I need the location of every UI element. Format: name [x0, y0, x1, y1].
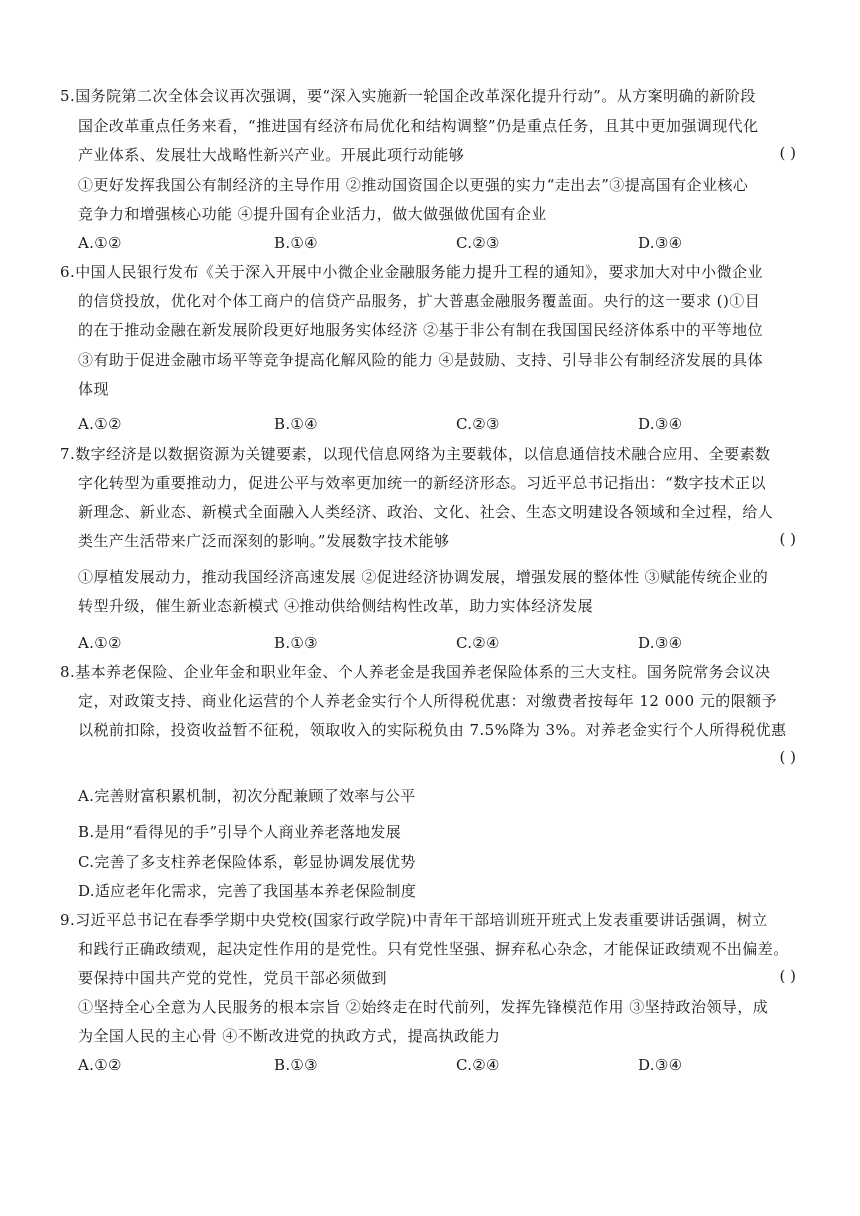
question-5-stem-line-2: 国企改革重点任务来看，“推进国有经济布局优化和结构调整”仍是重点任务，且其中更加强调现代化 — [78, 117, 759, 135]
question-7-stem-line-1: 7.数字经济是以数据资源为关键要素，以现代信息网络为主要载体，以信息通信技术融合应用、全要素数 — [60, 445, 771, 463]
question-7-stem-line-4: 类生产生活带来广泛而深刻的影响。”发展数字技术能够 — [78, 532, 450, 550]
question-5-option-a: A.①② — [78, 234, 122, 252]
question-8-stem-line-1: 8.基本养老保险、企业年金和职业年金、个人养老金是我国养老保险体系的三大支柱。国务院常务会议决 — [60, 663, 771, 681]
question-5-option-d: D.③④ — [638, 234, 683, 252]
question-7-option-c: C.②④ — [456, 634, 500, 652]
question-7-option-d: D.③④ — [638, 634, 683, 652]
question-9-answer-paren: ( ) — [779, 967, 796, 985]
question-8-option-d: D.适应老年化需求，完善了我国基本养老保险制度 — [78, 882, 417, 900]
question-5-stem-line-1: 5.国务院第二次全体会议再次强调，要“深入实施新一轮国企改革深化提升行动”。从方案明确的新阶段 — [60, 87, 756, 105]
question-6-stem-line-3: 的在于推动金融在新发展阶段更好地服务实体经济 ②基于非公有制在我国国民经济体系中的平等地位 — [78, 321, 764, 339]
question-5-answer-paren: ( ) — [779, 144, 796, 162]
question-9-stem-line-1: 9.习近平总书记在春季学期中央党校(国家行政学院)中青年干部培训班开班式上发表重要讲话强调，树立 — [60, 911, 768, 929]
question-5-option-c: C.②③ — [456, 234, 500, 252]
question-6-option-d: D.③④ — [638, 415, 683, 433]
question-8-stem-line-3: 以税前扣除，投资收益暂不征税，领取收入的实际税负由 7.5%降为 3%。对养老金实行个人所得税优惠 — [78, 721, 787, 739]
question-8-option-c: C.完善了多支柱养老保险体系，彰显协调发展优势 — [78, 853, 416, 871]
question-8-option-a: A.完善财富积累机制，初次分配兼顾了效率与公平 — [78, 787, 416, 805]
question-9-stem-line-2: 和践行正确政绩观，起决定性作用的是党性。只有党性坚强、摒弃私心杂念，才能保证政绩观不出偏差。 — [78, 940, 789, 958]
question-6-option-c: C.②③ — [456, 415, 500, 433]
question-8-option-b: B.是用“看得见的手”引导个人商业养老落地发展 — [78, 823, 402, 841]
question-5-stem-line-3: 产业体系、发展壮大战略性新兴产业。开展此项行动能够 — [78, 146, 465, 164]
question-6-stem-line-5: 体现 — [78, 380, 109, 398]
question-7-option-b: B.①③ — [274, 634, 318, 652]
question-7-stem-line-2: 字化转型为重要推动力，促进公平与效率更加统一的新经济形态。习近平总书记指出：“数字技术正以 — [78, 474, 766, 492]
question-7-statement-line-1: ①厚植发展动力，推动我国经济高速发展 ②促进经济协调发展，增强发展的整体性 ③赋能传统企业的 — [78, 568, 769, 586]
question-6-stem-line-2: 的信贷投放，优化对个体工商户的信贷产品服务，扩大普惠金融服务覆盖面。央行的这一要求 ()①目 — [78, 292, 761, 310]
question-8-stem-line-2: 定，对政策支持、商业化运营的个人养老金实行个人所得税优惠：对缴费者按每年 12 000 元的限额予 — [78, 692, 778, 710]
question-5-statement-line-1: ①更好发挥我国公有制经济的主导作用 ②推动国资国企以更强的实力“走出去”③提高国有企业核心 — [78, 176, 749, 194]
question-5-statement-line-2: 竞争力和增强核心功能 ④提升国有企业活力，做大做强做优国有企业 — [78, 205, 547, 223]
question-6-stem-line-4: ③有助于促进金融市场平等竞争提高化解风险的能力 ④是鼓励、支持、引导非公有制经济发展的具体 — [78, 351, 764, 369]
question-9-statement-line-1: ①坚持全心全意为人民服务的根本宗旨 ②始终走在时代前列，发挥先锋模范作用 ③坚持政治领导，成 — [78, 998, 769, 1016]
question-6-option-b: B.①④ — [274, 415, 318, 433]
question-7-answer-paren: ( ) — [779, 530, 796, 548]
question-9-option-a: A.①② — [78, 1056, 122, 1074]
question-9-option-d: D.③④ — [638, 1056, 683, 1074]
question-9-statement-line-2: 为全国人民的主心骨 ④不断改进党的执政方式，提高执政能力 — [78, 1027, 501, 1045]
question-7-stem-line-3: 新理念、新业态、新模式全面融入人类经济、政治、文化、社会、生态文明建设各领域和全过程，给人 — [78, 503, 774, 521]
question-7-statement-line-2: 转型升级，催生新业态新模式 ④推动供给侧结构性改革，助力实体经济发展 — [78, 597, 594, 615]
question-6-stem-line-1: 6.中国人民银行发布《关于深入开展中小微企业金融服务能力提升工程的通知》，要求加大对中小微企业 — [60, 263, 763, 281]
question-5-option-b: B.①④ — [274, 234, 318, 252]
question-9-option-b: B.①③ — [274, 1056, 318, 1074]
question-7-option-a: A.①② — [78, 634, 122, 652]
question-9-stem-line-3: 要保持中国共产党的党性，党员干部必须做到 — [78, 969, 388, 987]
question-8-answer-paren: ( ) — [779, 748, 796, 766]
question-9-option-c: C.②④ — [456, 1056, 500, 1074]
question-6-option-a: A.①② — [78, 415, 122, 433]
